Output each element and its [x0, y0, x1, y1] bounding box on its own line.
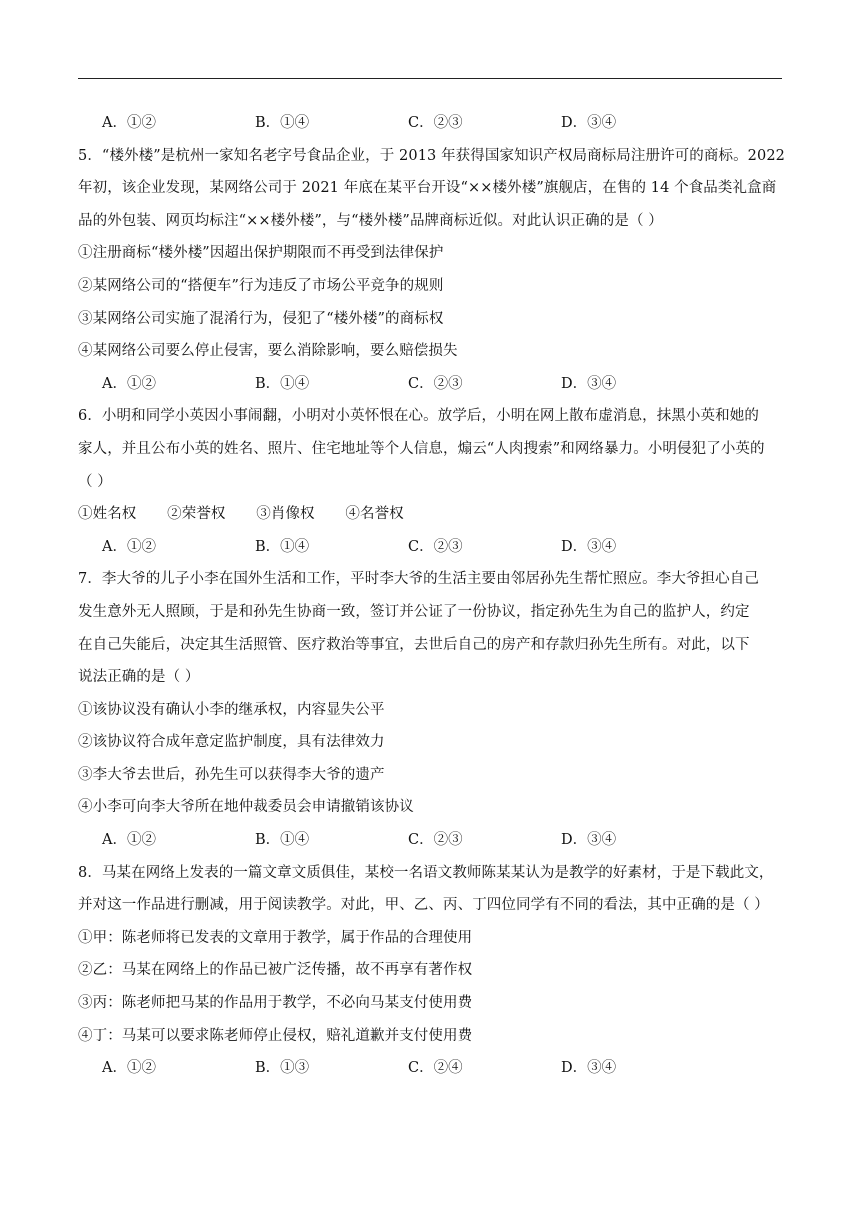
q8-options: [78, 1052, 782, 1085]
question-7: [78, 563, 782, 856]
statement: ②某网络公司的“搭便车”行为违反了市场公平竞争的规则: [78, 277, 444, 294]
statement: ③某网络公司实施了混淆行为，侵犯了“楼外楼”的商标权: [78, 310, 444, 327]
option-b[interactable]: B．①④: [255, 832, 310, 849]
question-stem-line: 说法正确的是（ ）: [78, 669, 200, 686]
option-b[interactable]: B．①④: [255, 375, 310, 392]
question-stem-line: 7．李大爷的儿子小李在国外生活和工作，平时李大爷的生活主要由邻居孙先生帮忙照应。李大爷担心自己: [78, 571, 759, 588]
question-stem-line: 6．小明和同学小英因小事闹翻，小明对小英怀恨在心。放学后，小明在网上散布虚消息，抹黑小英和她的: [78, 408, 759, 425]
option-a[interactable]: A．①②: [102, 538, 156, 555]
question-stem-line: 8．马某在网络上发表的一篇文章文质俱佳，某校一名语文教师陈某某认为是教学的好素材，于是下载此文，: [78, 864, 774, 881]
q7-options: [78, 824, 782, 857]
statement: ①甲：陈老师将已发表的文章用于教学，属于作品的合理使用: [78, 929, 473, 946]
option-b[interactable]: B．①④: [255, 115, 310, 131]
statement: ③李大爷去世后，孙先生可以获得李大爷的遗产: [78, 766, 385, 783]
inline-statements: [78, 498, 782, 531]
question-8: [78, 857, 782, 1085]
statement: ③肖像权: [256, 506, 315, 523]
q5-options: [78, 368, 782, 401]
statement: ①姓名权: [78, 506, 137, 523]
statement: ②乙：马某在网络上的作品已被广泛传播，故不再享有著作权: [78, 962, 473, 979]
statement: ②该协议符合成年意定监护制度，具有法律效力: [78, 734, 385, 751]
option-c[interactable]: C．②③: [408, 538, 463, 555]
option-b[interactable]: B．①④: [255, 538, 310, 555]
option-a[interactable]: A．①②: [102, 375, 156, 392]
option-d[interactable]: D．③④: [561, 538, 617, 555]
question-stem-line: 在自己失能后，决定其生活照管、医疗救治等事宜，去世后自己的房产和存款归孙先生所有。对此，以下: [78, 636, 750, 653]
option-c[interactable]: C．②③: [408, 375, 463, 392]
statement: ②荣誉权: [167, 506, 226, 523]
question-stem-line: 发生意外无人照顾，于是和孙先生协商一致，签订并公证了一份协议，指定孙先生为自己的监护人，约定: [78, 603, 750, 620]
option-c[interactable]: C．②③: [408, 832, 463, 849]
option-a[interactable]: A．①②: [102, 1060, 156, 1077]
question-stem-line: 家人，并且公布小英的姓名、照片、住宅地址等个人信息，煽云“人肉搜索”和网络暴力。小明侵犯了小英的: [78, 440, 765, 457]
question-stem-line: 5．“楼外楼”是杭州一家知名老字号食品企业，于 2013 年获得国家知识产权局商标局注册许可的商标。2022: [78, 147, 785, 164]
question-stem-line: （ ）: [78, 473, 112, 490]
option-a[interactable]: A．①②: [102, 832, 156, 849]
option-b[interactable]: B．①③: [255, 1060, 310, 1077]
question-6: [78, 400, 782, 563]
statement: ④小李可向李大爷所在地仲裁委员会申请撤销该协议: [78, 799, 414, 816]
option-d[interactable]: D．③④: [561, 832, 617, 849]
header-rule: [78, 78, 782, 79]
statement: ④某网络公司要么停止侵害，要么消除影响，要么赔偿损失: [78, 343, 458, 360]
option-c[interactable]: C．②④: [408, 1060, 463, 1077]
statement: ①该协议没有确认小李的继承权，内容显失公平: [78, 701, 385, 718]
option-a[interactable]: A．①②: [102, 115, 156, 131]
option-d[interactable]: D．③④: [561, 115, 617, 131]
statement: ④丁：马某可以要求陈老师停止侵权，赔礼道歉并支付使用费: [78, 1027, 473, 1044]
option-c[interactable]: C．②③: [408, 115, 463, 131]
option-d[interactable]: D．③④: [561, 375, 617, 392]
question-stem-line: 并对这一作品进行删减，用于阅读教学。对此，甲、乙、丙、丁四位同学有不同的看法，其中正确的是（ ）: [78, 897, 769, 914]
option-d[interactable]: D．③④: [561, 1060, 617, 1077]
question-sheet: [78, 107, 785, 1085]
statement: ④名誉权: [345, 506, 404, 523]
statement: ③丙：陈老师把马某的作品用于教学，不必向马某支付使用费: [78, 995, 473, 1012]
q4-options: [78, 107, 782, 140]
question-stem-line: 品的外包装、网页均标注“××楼外楼”，与“楼外楼”品牌商标近似。对此认识正确的是（ ）: [78, 212, 663, 229]
question-5: [78, 140, 785, 401]
q6-options: [78, 531, 782, 564]
question-stem-line: 年初，该企业发现，某网络公司于 2021 年底在某平台开设“××楼外楼”旗舰店，在售的 14 个食品类礼盒商: [78, 180, 777, 197]
statement: ①注册商标“楼外楼”因超出保护期限而不再受到法律保护: [78, 245, 444, 262]
